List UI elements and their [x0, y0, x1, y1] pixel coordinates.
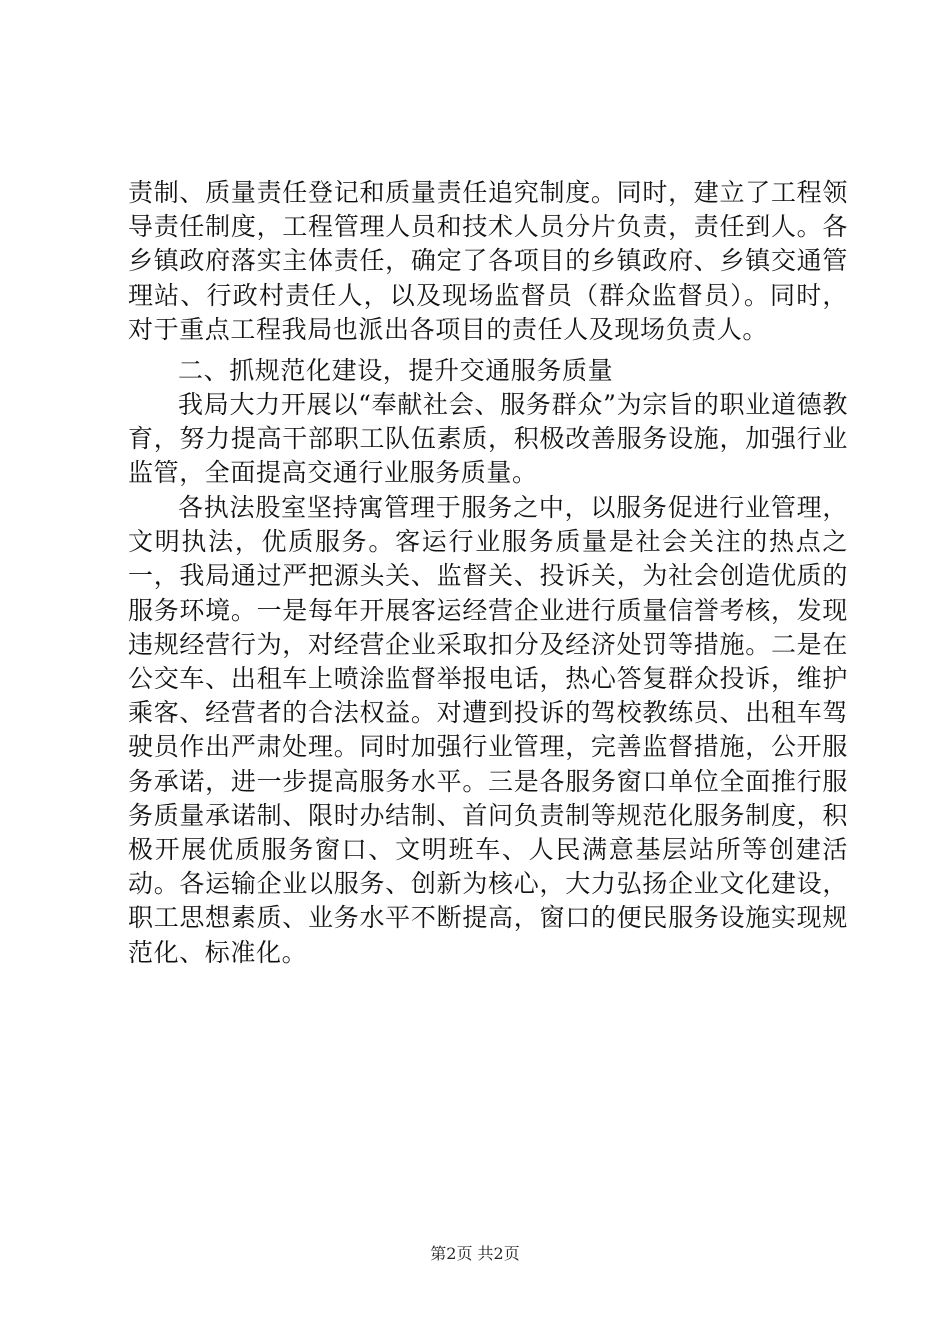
paragraph-law-enforcement-service: 各执法股室坚持寓管理于服务之中，以服务促进行业管理，文明执法，优质服务。客运行业服务质量是社会关注的热点之一，我局通过严把源头关、监督关、投诉关，为社会创造优质的服务环境。一是每年开展客运经营企业进行质量信誉考核，发现违规经营行为，对经营企业采取扣分及经济处罚等措施。二是在公交车、出租车上喷涂监督举报电话，热心答复群众投诉，维护乘客、经营者的合法权益。对遭到投诉的驾校教练员、出租车驾驶员作出严肃处理。同时加强行业管理，完善监督措施，公开服务承诺，进一步提高服务水平。三是各服务窗口单位全面推行服务质量承诺制、限时办结制、首问负责制等规范化服务制度，积极开展优质服务窗口、文明班车、人民满意基层站所等创建活动。各运输企业以服务、创新为核心，大力弘扬企业文化建设，职工思想素质、业务水平不断提高，窗口的便民服务设施实现规范化、标准化。 [128, 493, 848, 967]
page-footer [0, 1244, 950, 1264]
paragraph-service-education: 我局大力开展以“奉献社会、服务群众”为宗旨的职业道德教育，努力提高干部职工队伍素质，积极改善服务设施，加强行业监管，全面提高交通行业服务质量。 [128, 390, 848, 488]
paragraph-responsibility-system: 责制、质量责任登记和质量责任追究制度。同时，建立了工程领导责任制度，工程管理人员和技术人员分片负责，责任到人。各乡镇政府落实主体责任，确定了各项目的乡镇政府、乡镇交通管理站、行政村责任人，以及现场监督员（群众监督员）。同时，对于重点工程我局也派出各项目的责任人及现场负责人。 [128, 178, 848, 344]
page-number: 第2页 共2页 [430, 1244, 520, 1263]
section-heading: 二、抓规范化建设，提升交通服务质量 [178, 356, 614, 385]
